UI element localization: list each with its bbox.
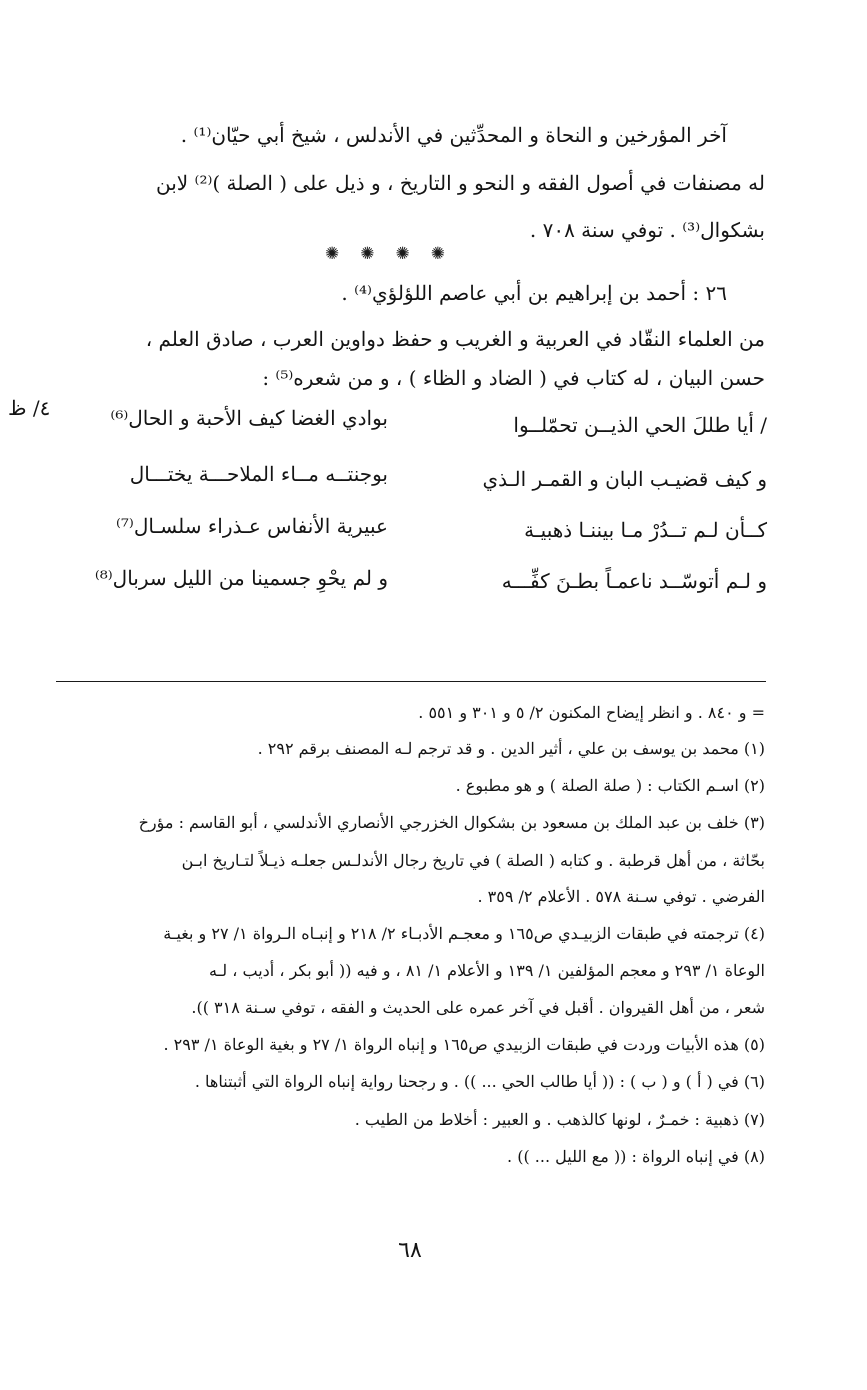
verse-4-second-hemistich: و لم يحْوِ جسمينا من الليل سربال⁽⁸⁾: [94, 566, 388, 590]
footnote-3-line-3: الفرضي . توفي سـنة ٥٧٨ . الأعلام ٢/ ٣٥٩ .: [477, 887, 765, 906]
verse-1-first-hemistich: / أيا طللَ الحي الذيــن تحمّلــوا: [513, 413, 767, 437]
body-line-3: بشكوال⁽³⁾ . توفي سنة ٧٠٨ .: [529, 218, 765, 242]
footnote-2: (٢) اسـم الكتاب : ( صلة الصلة ) و هو مطبوع .: [455, 776, 765, 795]
verse-2-second-hemistich: بوجنتــه مــاء الملاحـــة يختـــال: [129, 462, 388, 486]
footnote-3-line-2: بحّاثة ، من أهل قرطبة . و كتابه ( الصلة ) في تاريخ رجال الأندلـس جعلـه ذيـلاً لتـاريخ ابـن: [181, 851, 765, 870]
footnote-continuation: = و ٨٤٠ . و انظر إيضاح المكنون ٢/ ٥ و ٣٠١ و ٥٥١ .: [418, 703, 765, 722]
footnote-divider: [56, 681, 766, 682]
body-line-5: من العلماء النقّاد في العربية و الغريب و حفظ دواوين العرب ، صادق العلم ،: [145, 327, 765, 351]
footnote-5: (٥) هذه الأبيات وردت في طبقات الزبيدي ص١٦٥ و إنباه الرواة ١/ ٢٧ و بغية الوعاة ١/ ٢٩٣ .: [163, 1035, 765, 1054]
star-ornament-2: ✺: [360, 244, 375, 264]
body-line-2: له مصنفات في أصول الفقه و النحو و التاريخ ، و ذيل على ( الصلة )⁽²⁾ لابن: [155, 171, 765, 195]
verse-4-first-hemistich: و لـم أتوسّــد ناعمـاً بطـنَ كفِّـــه: [501, 569, 767, 593]
verse-2-first-hemistich: و كيف قضيـب البان و القمـر الـذي: [482, 467, 767, 491]
entry-heading: ٢٦ : أحمد بن إبراهيم بن أبي عاصم اللؤلؤي⁽⁴⁾ .: [341, 281, 727, 305]
page-number: ٦٨: [398, 1238, 422, 1263]
footnote-7: (٧) ذهبية : خمـرٌ ، لونها كالذهب . و العبير : أخلاط من الطيب .: [354, 1110, 765, 1129]
verse-1-second-hemistich: بوادي الغضا كيف الأحبة و الحال⁽⁶⁾: [110, 406, 388, 430]
star-ornament-4: ✺: [430, 244, 445, 264]
star-ornament-1: ✺: [325, 244, 340, 264]
section-separator: [325, 244, 445, 264]
footnote-8: (٨) في إنباه الرواة : (( مع الليل ... )) .: [507, 1147, 765, 1166]
footnote-3-line-1: (٣) خلف بن عبد الملك بن مسعود بن بشكوال الخزرجي الأنصاري الأندلسي ، أبو القاسم : مؤرخ: [138, 813, 765, 832]
star-ornament-3: ✺: [395, 244, 410, 264]
verse-3-first-hemistich: كــأن لـم تــدُرْ مـا بيننـا ذهبيـة: [524, 518, 767, 542]
footnote-4-line-2: الوعاة ١/ ٢٩٣ و معجم المؤلفين ١/ ١٣٩ و الأعلام ١/ ٨١ ، و فيه (( أبو بكر ، أديب ، لـه: [209, 961, 765, 980]
footnote-6: (٦) في ( أ ) و ( ب ) : (( أيا طالب الحي ... )) . و رجحنا رواية إنباه الرواة التي أثبتناها .: [194, 1072, 765, 1091]
margin-folio-note: ٤/ ظ: [8, 396, 51, 420]
verse-3-second-hemistich: عبيرية الأنفاس عـذراء سلسـال⁽⁷⁾: [115, 514, 388, 538]
footnote-4-line-3: شعر ، من أهل القيروان . أقبل في آخر عمره على الحديث و الفقه ، توفي سـنة ٣١٨ )).: [191, 998, 765, 1017]
body-line-6: حسن البيان ، له كتاب في ( الضاد و الظاء ) ، و من شعره⁽⁵⁾ :: [262, 366, 765, 390]
body-line-1: آخر المؤرخين و النحاة و المحدِّثين في الأندلس ، شيخ أبي حيّان⁽¹⁾ .: [180, 123, 727, 147]
footnote-4-line-1: (٤) ترجمته في طبقات الزبيـدي ص١٦٥ و معجـم الأدبـاء ٢/ ٢١٨ و إنبـاه الـرواة ١/ ٢٧ و بغيـة: [163, 924, 765, 943]
footnote-1: (١) محمد بن يوسف بن علي ، أثير الدين . و قد ترجم لـه المصنف برقم ٢٩٢ .: [257, 739, 765, 758]
